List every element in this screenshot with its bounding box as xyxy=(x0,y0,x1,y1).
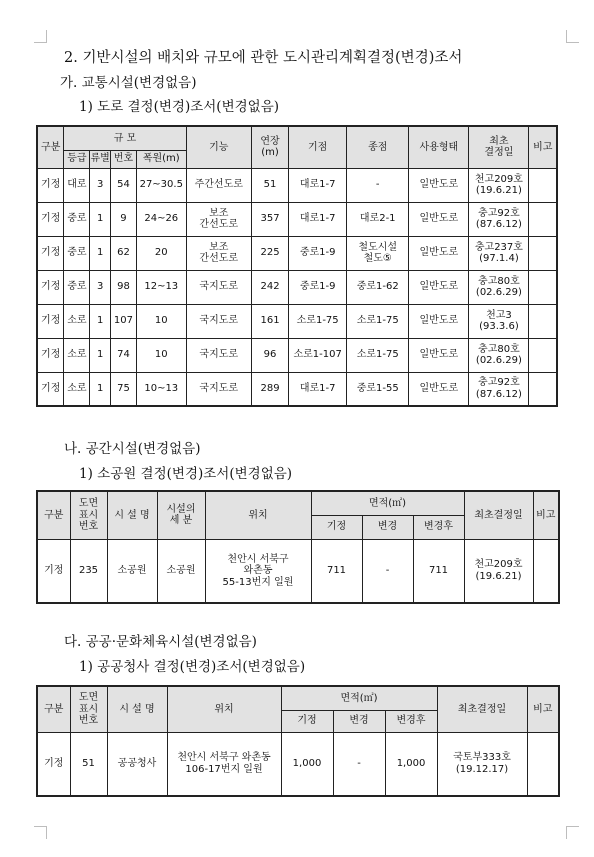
cell-width: 27~30.5 xyxy=(136,168,186,202)
header-area: 면적(㎡) xyxy=(311,491,464,515)
table-row xyxy=(37,539,559,603)
cell-usage: 일반도로 xyxy=(409,202,469,236)
cell-number: 75 xyxy=(111,372,137,406)
cell-gubun: 기정 xyxy=(37,202,64,236)
section-heading-transport: 가. 교통시설(변경없음) xyxy=(60,75,197,91)
header-grade: 등급 xyxy=(64,150,90,168)
header-map-no: 도면 표시 번호 xyxy=(70,686,107,732)
cell-usage: 일반도로 xyxy=(409,372,469,406)
cell-first-decision: 국토부333호 (19.12.17) xyxy=(437,732,527,796)
cell-note xyxy=(527,732,559,796)
cell-function: 국지도로 xyxy=(186,304,251,338)
header-start: 기점 xyxy=(289,126,347,168)
table-row xyxy=(37,236,557,270)
header-location: 위치 xyxy=(205,491,311,539)
cell-type: 3 xyxy=(90,270,111,304)
cell-gubun: 기정 xyxy=(37,304,64,338)
header-gubun: 구분 xyxy=(37,491,70,539)
header-facility-name: 시 설 명 xyxy=(107,491,157,539)
header-existing: 기정 xyxy=(311,515,362,539)
cell-function: 주간선도로 xyxy=(186,168,251,202)
cell-length: 96 xyxy=(251,338,288,372)
cell-gubun: 기정 xyxy=(37,539,70,603)
cell-note xyxy=(529,168,557,202)
cell-type: 1 xyxy=(90,372,111,406)
cell-end: 중로1-55 xyxy=(347,372,409,406)
cell-end: - xyxy=(347,168,409,202)
cell-change: - xyxy=(362,539,413,603)
section-heading-space: 나. 공간시설(변경없음) xyxy=(64,441,201,457)
cell-location: 천안시 서북구 와촌동 55-13번지 일원 xyxy=(205,539,311,603)
cell-note xyxy=(529,372,557,406)
cell-type: 1 xyxy=(90,236,111,270)
header-end: 종점 xyxy=(347,126,409,168)
cell-length: 289 xyxy=(251,372,288,406)
cell-first-decision: 천고209호 (19.6.21) xyxy=(469,168,529,202)
office-table-body xyxy=(37,732,559,796)
cell-gubun: 기정 xyxy=(37,372,64,406)
header-after: 변경후 xyxy=(413,515,464,539)
cell-end: 철도시설 철도⑤ xyxy=(347,236,409,270)
cell-width: 12~13 xyxy=(136,270,186,304)
cell-width: 20 xyxy=(136,236,186,270)
header-gubun: 구분 xyxy=(37,686,70,732)
cell-length: 161 xyxy=(251,304,288,338)
cell-first-decision: 충고80호 (02.6.29) xyxy=(469,270,529,304)
cell-function: 국지도로 xyxy=(186,338,251,372)
cell-start: 중로1-9 xyxy=(289,236,347,270)
cell-first-decision: 충고92호 (87.6.12) xyxy=(469,202,529,236)
cell-usage: 일반도로 xyxy=(409,168,469,202)
header-map-no: 도면 표시 번호 xyxy=(70,491,107,539)
cell-start: 중로1-9 xyxy=(289,270,347,304)
cell-gubun: 기정 xyxy=(37,338,64,372)
cell-type: 1 xyxy=(90,202,111,236)
cell-number: 62 xyxy=(111,236,137,270)
cell-number: 74 xyxy=(111,338,137,372)
park-table-body xyxy=(37,539,559,603)
header-width: 폭원(m) xyxy=(136,150,186,168)
header-scale: 규 모 xyxy=(64,126,186,150)
cell-grade: 중로 xyxy=(64,202,90,236)
header-after: 변경후 xyxy=(385,710,437,732)
header-existing: 기정 xyxy=(281,710,333,732)
cell-after: 711 xyxy=(413,539,464,603)
cell-start: 소로1-75 xyxy=(289,304,347,338)
main-heading: 2. 기반시설의 배치와 규모에 관한 도시관리계획결정(변경)조서 xyxy=(64,50,463,66)
header-note: 비고 xyxy=(527,686,559,732)
table-row xyxy=(37,338,557,372)
cell-gubun: 기정 xyxy=(37,270,64,304)
cell-end: 중로1-62 xyxy=(347,270,409,304)
cell-existing: 1,000 xyxy=(281,732,333,796)
cell-usage: 일반도로 xyxy=(409,236,469,270)
cell-gubun: 기정 xyxy=(37,236,64,270)
cell-length: 225 xyxy=(251,236,288,270)
header-gubun: 구분 xyxy=(37,126,64,168)
cell-location: 천안시 서북구 와촌동 106-17번지 일원 xyxy=(167,732,281,796)
cell-first-decision: 천고3 (93.3.6) xyxy=(469,304,529,338)
cell-function: 보조 간선도로 xyxy=(186,202,251,236)
office-decision-table xyxy=(36,685,560,797)
cell-note xyxy=(529,304,557,338)
park-decision-table xyxy=(36,490,560,604)
cell-facility-type: 소공원 xyxy=(157,539,205,603)
header-facility-name: 시 설 명 xyxy=(107,686,167,732)
cell-width: 10~13 xyxy=(136,372,186,406)
cell-width: 10 xyxy=(136,304,186,338)
cell-start: 대로1-7 xyxy=(289,372,347,406)
header-first-decision: 최초 결정일 xyxy=(469,126,529,168)
cell-first-decision: 충고237호 (97.1.4) xyxy=(469,236,529,270)
table-row xyxy=(37,732,559,796)
cell-first-decision: 천고209호 (19.6.21) xyxy=(464,539,533,603)
crop-mark-bottom-left xyxy=(34,826,47,839)
cell-grade: 중로 xyxy=(64,236,90,270)
table-row xyxy=(37,270,557,304)
cell-change: - xyxy=(333,732,385,796)
cell-facility-name: 공공청사 xyxy=(107,732,167,796)
cell-width: 10 xyxy=(136,338,186,372)
table-row xyxy=(37,168,557,202)
cell-function: 보조 간선도로 xyxy=(186,236,251,270)
section-heading-public: 다. 공공·문화체육시설(변경없음) xyxy=(64,634,257,650)
cell-facility-name: 소공원 xyxy=(107,539,157,603)
header-area: 면적(㎡) xyxy=(281,686,437,710)
cell-length: 357 xyxy=(251,202,288,236)
cell-number: 107 xyxy=(111,304,137,338)
cell-gubun: 기정 xyxy=(37,168,64,202)
header-change: 변경 xyxy=(362,515,413,539)
cell-width: 24~26 xyxy=(136,202,186,236)
cell-number: 54 xyxy=(111,168,137,202)
header-note: 비고 xyxy=(533,491,559,539)
road-table-body xyxy=(37,168,557,406)
cell-after: 1,000 xyxy=(385,732,437,796)
cell-end: 대로2-1 xyxy=(347,202,409,236)
road-decision-table xyxy=(36,125,558,407)
cell-existing: 711 xyxy=(311,539,362,603)
header-usage: 사용형태 xyxy=(409,126,469,168)
table-row xyxy=(37,202,557,236)
header-first-decision: 최초결정일 xyxy=(437,686,527,732)
cell-note xyxy=(529,338,557,372)
cell-length: 51 xyxy=(251,168,288,202)
cell-grade: 대로 xyxy=(64,168,90,202)
cell-usage: 일반도로 xyxy=(409,338,469,372)
cell-function: 국지도로 xyxy=(186,372,251,406)
cell-first-decision: 충고92호 (87.6.12) xyxy=(469,372,529,406)
header-function: 기능 xyxy=(186,126,251,168)
cell-note xyxy=(529,202,557,236)
header-facility-type: 시설의 세 분 xyxy=(157,491,205,539)
cell-grade: 소로 xyxy=(64,338,90,372)
cell-note xyxy=(533,539,559,603)
subheading-office: 1) 공공청사 결정(변경)조서(변경없음) xyxy=(79,659,306,675)
cell-note xyxy=(529,270,557,304)
cell-first-decision: 충고80호 (02.6.29) xyxy=(469,338,529,372)
cell-number: 9 xyxy=(111,202,137,236)
cell-start: 소로1-107 xyxy=(289,338,347,372)
cell-type: 1 xyxy=(90,304,111,338)
cell-type: 3 xyxy=(90,168,111,202)
cell-start: 대로1-7 xyxy=(289,202,347,236)
header-length: 연장 (m) xyxy=(251,126,288,168)
cell-note xyxy=(529,236,557,270)
header-number: 번호 xyxy=(111,150,137,168)
subheading-park: 1) 소공원 결정(변경)조서(변경없음) xyxy=(79,466,293,482)
header-note: 비고 xyxy=(529,126,557,168)
crop-mark-top-left xyxy=(34,30,47,43)
crop-mark-top-right xyxy=(566,30,579,43)
subheading-road: 1) 도로 결정(변경)조서(변경없음) xyxy=(79,99,279,115)
cell-function: 국지도로 xyxy=(186,270,251,304)
header-location: 위치 xyxy=(167,686,281,732)
header-type: 류별 xyxy=(90,150,111,168)
cell-end: 소로1-75 xyxy=(347,304,409,338)
cell-type: 1 xyxy=(90,338,111,372)
cell-usage: 일반도로 xyxy=(409,304,469,338)
header-first-decision: 최초결정일 xyxy=(464,491,533,539)
cell-grade: 중로 xyxy=(64,270,90,304)
table-row xyxy=(37,304,557,338)
cell-length: 242 xyxy=(251,270,288,304)
crop-mark-bottom-right xyxy=(566,826,579,839)
table-row xyxy=(37,372,557,406)
header-change: 변경 xyxy=(333,710,385,732)
cell-grade: 소로 xyxy=(64,372,90,406)
cell-number: 98 xyxy=(111,270,137,304)
cell-usage: 일반도로 xyxy=(409,270,469,304)
cell-end: 소로1-75 xyxy=(347,338,409,372)
cell-map-no: 51 xyxy=(70,732,107,796)
cell-grade: 소로 xyxy=(64,304,90,338)
cell-gubun: 기정 xyxy=(37,732,70,796)
cell-start: 대로1-7 xyxy=(289,168,347,202)
cell-map-no: 235 xyxy=(70,539,107,603)
